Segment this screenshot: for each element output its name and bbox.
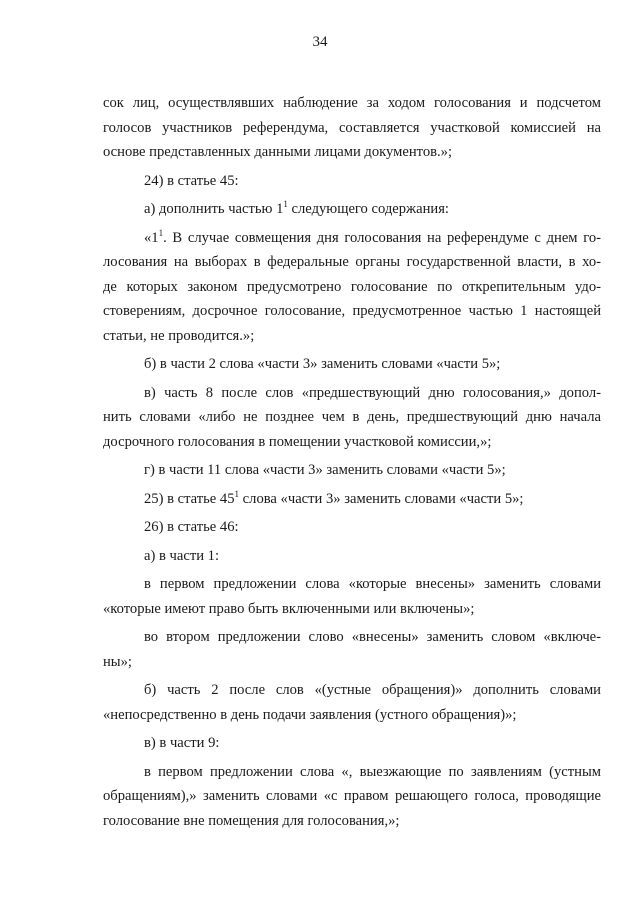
text-line: во втором предложении слово «внесены» заменить словом «включе- (144, 629, 601, 645)
text-line: статьи, не проводится.»; (103, 327, 255, 344)
text-line: лосования на выборах в федеральные органы государственной власти, в хо- (103, 254, 601, 270)
item-24a-text-end: следующего содержания: (287, 201, 449, 217)
item-24a-text: а) дополнить частью 1 (144, 201, 284, 217)
text-line: де которых законом предусмотрено голосование по открепительным удо- (103, 278, 601, 295)
text-line: в первом предложении слова «, выезжающие по заявлениям (устным (144, 763, 601, 780)
text-line: досрочного голосования в помещении участковой комиссии,»; (103, 433, 492, 450)
text-line: ны»; (103, 653, 132, 670)
superscript: 1 (158, 227, 164, 238)
item-26v-first-sentence (103, 760, 601, 834)
item-26v: в) в части 9: (144, 735, 220, 751)
page-number: 34 (312, 34, 328, 50)
quote-text: . В случае совмещения дня голосования на референдуме с днем го- (163, 229, 601, 246)
item-26a-second-sentence (103, 625, 601, 674)
text-line: в первом предложении слова «которые внесены» заменить словами (144, 576, 601, 592)
superscript: 1 (283, 199, 288, 209)
item-24v (103, 381, 601, 455)
quoted-part-1-1 (103, 226, 601, 349)
item-26b (103, 678, 601, 727)
text-line: стоверениям, досрочное голосование, предусмотренное частью 1 настоящей (103, 303, 601, 319)
item-25-text-end: слова «части 3» заменить словами «части 5»; (239, 490, 524, 507)
text-line: «непосредственно в день подачи заявления (устного обращения)»; (103, 706, 517, 723)
text-line: обращениям),» заменить словами «с правом решающего голоса, проводящие (103, 788, 601, 804)
text-line: голосование вне помещения для голосования,»; (103, 812, 400, 829)
text-line: нить словами «либо не позднее чем в день, предшествующий дню начала (103, 409, 601, 425)
item-26-heading: 26) в статье 46: (144, 519, 239, 535)
superscript: 1 (234, 488, 240, 499)
item-24b: б) в части 2 слова «части 3» заменить словами «части 5»; (144, 356, 501, 372)
item-26a: а) в части 1: (144, 547, 220, 564)
text-line (103, 226, 601, 251)
item-24g: г) в части 11 слова «части 3» заменить словами «части 5»; (144, 462, 506, 478)
item-25-text: 25) в статье 45 (144, 490, 235, 507)
text-line: в) часть 8 после слов «предшествующий дню голосования,» допол- (144, 384, 601, 401)
item-24a (103, 197, 601, 222)
text-line: сок лиц, осуществлявших наблюдение за ходом голосования и подсчетом (103, 95, 601, 111)
item-25 (103, 487, 601, 512)
text-line: голосов участников референдума, составляется участковой комиссией на (103, 119, 601, 136)
quote-start: «1 (144, 229, 159, 246)
item-26a-first-sentence (103, 572, 601, 621)
text-line: б) часть 2 после слов «(устные обращения)» дополнить словами (144, 682, 601, 698)
text-line: основе представленных данными лицами документов.»; (103, 144, 453, 160)
paragraph-continuation (103, 91, 601, 165)
item-24-heading: 24) в статье 45: (144, 172, 239, 189)
document-body (103, 91, 601, 833)
text-line: «которые имеют право быть включенными или включены»; (103, 600, 475, 617)
